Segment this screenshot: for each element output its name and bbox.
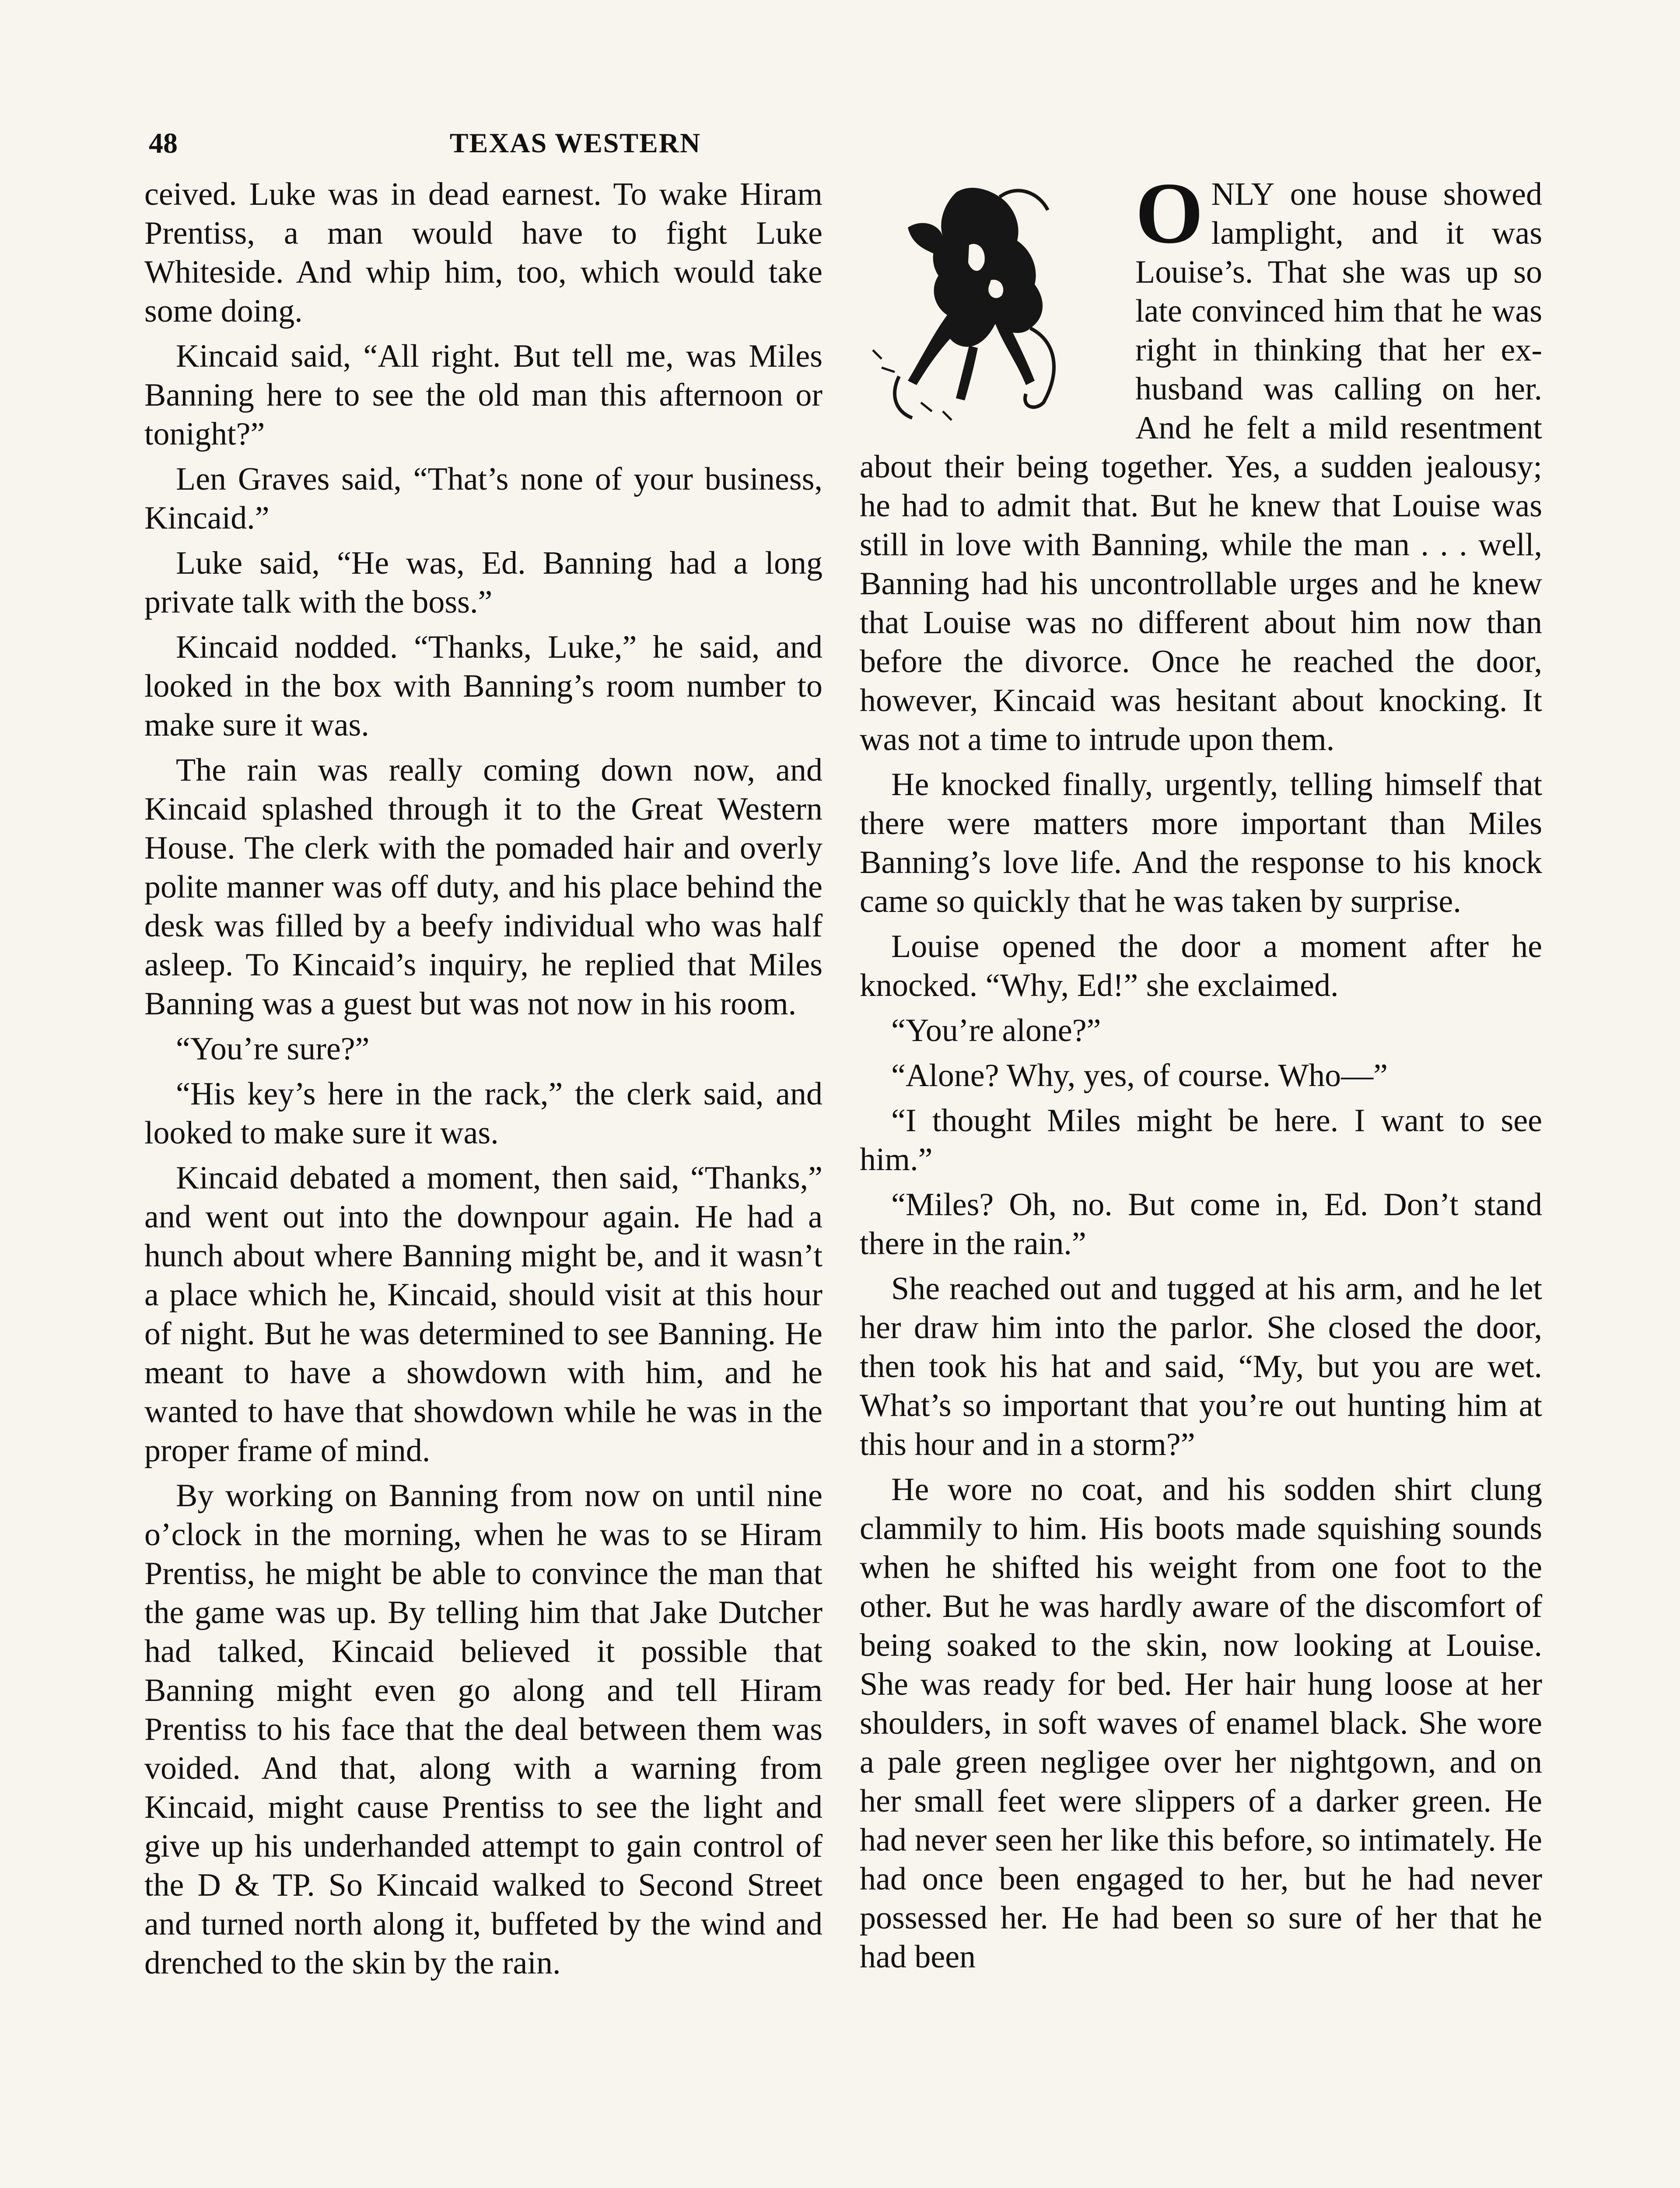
paragraph: “You’re alone?” bbox=[891, 1013, 1101, 1048]
opening-smallcaps: NLY bbox=[1211, 176, 1275, 212]
paragraph: He knocked finally, urgently, telling himself that there were matters more important than Miles Banning’s love life. And the response to his knock came so quickly that he was taken by surprise. bbox=[860, 767, 1542, 919]
paragraph: He wore no coat, and his sodden shirt clung clammily to him. His boots made squishing sounds when he shifted his weight from one foot to the other. But he was hardly aware of the discomfort of being soaked to the skin, now looking at Louise. She was ready for bed. Her hair hung loose at her shoulders, in soft waves of enamel black. She wore a pale green negligee over her nightgown, and on her small feet were slippers of a darker green. He had never seen her like this before, so intimately. He had once been engaged to her, but he had never possessed her. He had been so sure of her that he had been bbox=[860, 1472, 1542, 1975]
paragraph: “Alone? Why, yes, of course. Who—” bbox=[891, 1058, 1388, 1094]
paragraph: Kincaid debated a moment, then said, “Thanks,” and went out into the downpour again. He had a hunch about where Banning might be, and it wasn’t a place which he, Kincaid, should visit at this hour of night. But he was determined to see Banning. He meant to have a showdown with him, and he wanted to have that showdown while he was in the proper frame of mind. bbox=[144, 1160, 822, 1469]
paragraph: “I thought Miles might be here. I want to see him.” bbox=[860, 1103, 1542, 1178]
page-header bbox=[149, 127, 1002, 175]
paragraph: By working on Banning from now on until nine o’clock in the morning, when he was to se Hiram Prentiss, he might be able to convince the man that the game was up. By telling him that Jake Dutcher had talked, Kincaid believed it possible that Banning might even go along and tell Hiram Prentiss to his face that the deal between them was voided. And that, along with a warning from Kincaid, might cause Prentiss to see the light and give up his underhanded attempt to gain control of the D & TP. So Kincaid walked to Second Street and turned north along it, buffeted by the wind and drenched to the skin by the rain. bbox=[144, 1478, 822, 1981]
paragraph: Kincaid nodded. “Thanks, Luke,” he said, and looked in the box with Banning’s room number to make sure it was. bbox=[144, 629, 822, 743]
paragraph: Len Graves said, “That’s none of your business, Kincaid.” bbox=[144, 461, 822, 536]
paragraph: “Miles? Oh, no. But come in, Ed. Don’t stand there in the rain.” bbox=[860, 1187, 1542, 1262]
paragraph: She reached out and tugged at his arm, and he let her draw him into the parlor. She closed the door, then took his hat and said, “My, but you are wet. What’s so important that you’re out hunting him at this hour and in a storm?” bbox=[860, 1271, 1542, 1462]
paragraph: “His key’s here in the rack,” the clerk said, and looked to make sure it was. bbox=[144, 1076, 822, 1151]
paragraph: ceived. Luke was in dead earnest. To wake Hiram Prentiss, a man would have to fight Luke Whiteside. And whip him, too, which would take some doing. bbox=[144, 176, 822, 329]
paragraph: Louise opened the door a moment after he knocked. “Why, Ed!” she exclaimed. bbox=[860, 929, 1542, 1003]
paragraph: The rain was really coming down now, and Kincaid splashed through it to the Great Western House. The clerk with the pomaded hair and overly polite manner was off duty, and his place behind the desk was filled by a beefy individual who was half asleep. To Kincaid’s inquiry, he replied that Miles Banning was a guest but was not now in his room. bbox=[144, 752, 822, 1022]
running-title: TEXAS WESTERN bbox=[449, 127, 701, 158]
paragraph: “You’re sure?” bbox=[176, 1031, 370, 1067]
left-column bbox=[144, 175, 822, 1989]
paragraph: Luke said, “He was, Ed. Banning had a long private talk with the boss.” bbox=[144, 545, 822, 620]
opening-text: one house showed lamplight, and it was Louise’s. That she was up so late convinced him that he was right in thinking that her ex-husband was calling on her. And he felt a mild resentment about their being together. Yes, a sudden jealousy; he had to admit that. But he knew that Louise was still in love with Banning, while the man . . . well, Banning had his uncontrollable urges and he knew that Louise was no different about him now than before the divorce. Once he reached the door, however, Kincaid was hesitant about knocking. It was not a time to intrude upon them. bbox=[860, 176, 1542, 757]
horse-rider-illustration bbox=[855, 175, 1118, 424]
paragraph: Kincaid said, “All right. But tell me, was Miles Banning here to see the old man this afternoon or tonight?” bbox=[144, 338, 822, 452]
right-column bbox=[860, 165, 1542, 1983]
page-number: 48 bbox=[149, 127, 178, 159]
drop-cap: O bbox=[1135, 165, 1204, 262]
